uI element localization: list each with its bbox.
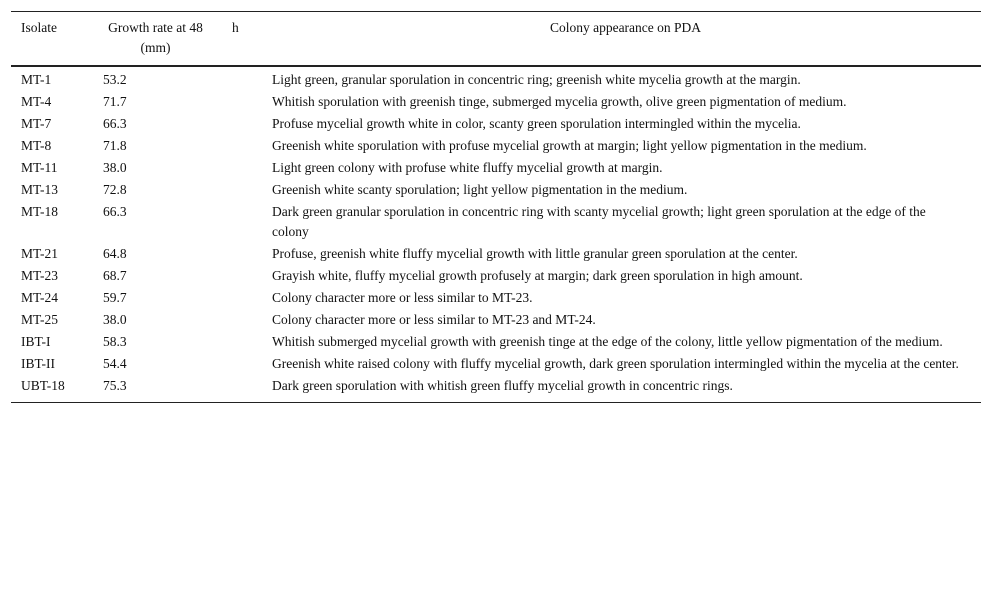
colony-cell: Profuse mycelial growth white in color, scanty green sporulation intermingled within the mycelia. xyxy=(272,116,801,131)
table-row xyxy=(11,243,981,265)
header-growth-unit-h: h xyxy=(232,20,239,35)
colony-cell: Dark green sporulation with whitish green fluffy mycelial growth in concentric rings. xyxy=(272,378,733,393)
header-growth-label: Growth rate at 48 xyxy=(108,20,203,35)
isolate-cell: MT-13 xyxy=(21,182,59,197)
colony-cell: Profuse, greenish white fluffy mycelial growth with little granular green sporulation at the center. xyxy=(272,246,798,261)
table-row xyxy=(11,201,981,243)
isolate-cell: MT-23 xyxy=(21,268,59,283)
header-growth-line1 xyxy=(93,18,239,38)
isolate-cell: MT-8 xyxy=(21,138,52,153)
isolate-cell: MT-4 xyxy=(21,94,52,109)
colony-cell: Colony character more or less similar to MT-23 and MT-24. xyxy=(272,312,596,327)
rate-cell: 38.0 xyxy=(103,312,127,327)
isolate-cell: MT-18 xyxy=(21,204,59,219)
table-row xyxy=(11,91,981,113)
header-isolate: Isolate xyxy=(21,20,57,35)
table-row xyxy=(11,309,981,331)
rate-cell: 58.3 xyxy=(103,334,127,349)
table-row xyxy=(11,113,981,135)
table-row xyxy=(11,135,981,157)
isolate-table-container xyxy=(11,11,981,403)
table-row xyxy=(11,287,981,309)
colony-cell: Whitish submerged mycelial growth with greenish tinge at the edge of the colony, little yellow pigmentation of the medium. xyxy=(272,334,943,349)
colony-cell: Whitish sporulation with greenish tinge, submerged mycelia growth, olive green pigmentation of medium. xyxy=(272,94,847,109)
table-header xyxy=(11,12,981,67)
rate-cell: 38.0 xyxy=(103,160,127,175)
isolate-cell: MT-1 xyxy=(21,72,52,87)
colony-cell: Light green colony with profuse white fluffy mycelial growth at margin. xyxy=(272,160,663,175)
colony-cell: Greenish white scanty sporulation; light yellow pigmentation in the medium. xyxy=(272,182,688,197)
isolate-cell: MT-7 xyxy=(21,116,52,131)
table-row xyxy=(11,375,981,403)
isolate-table xyxy=(11,11,981,403)
table-row xyxy=(11,157,981,179)
colony-cell: Light green, granular sporulation in concentric ring; greenish white mycelia growth at the margin. xyxy=(272,72,801,87)
table-row xyxy=(11,179,981,201)
rate-cell: 66.3 xyxy=(103,204,127,219)
isolate-cell: MT-21 xyxy=(21,246,59,261)
rate-cell: 66.3 xyxy=(103,116,127,131)
table-row xyxy=(11,331,981,353)
table-row xyxy=(11,265,981,287)
rate-cell: 68.7 xyxy=(103,268,127,283)
rate-cell: 75.3 xyxy=(103,378,127,393)
rate-cell: 71.7 xyxy=(103,94,127,109)
isolate-cell: IBT-I xyxy=(21,334,51,349)
rate-cell: 54.4 xyxy=(103,356,127,371)
header-growth-line2: (mm) xyxy=(140,40,171,55)
header-colony-appearance: Colony appearance on PDA xyxy=(549,20,702,35)
rate-cell: 71.8 xyxy=(103,138,127,153)
table-body xyxy=(11,66,981,403)
table-row xyxy=(11,66,981,91)
isolate-cell: MT-11 xyxy=(21,160,58,175)
header-growth-rate xyxy=(93,12,270,67)
colony-cell: Dark green granular sporulation in concentric ring with scanty mycelial growth; light green sporulation at the edge of the colony xyxy=(272,204,926,239)
table-row xyxy=(11,353,981,375)
colony-cell: Colony character more or less similar to MT-23. xyxy=(272,290,533,305)
colony-cell: Greenish white raised colony with fluffy mycelial growth, dark green sporulation intermingled within the mycelia at the center. xyxy=(272,356,959,371)
colony-cell: Greenish white sporulation with profuse mycelial growth at margin; light yellow pigmentation in the medium. xyxy=(272,138,867,153)
isolate-cell: MT-24 xyxy=(21,290,59,305)
isolate-cell: MT-25 xyxy=(21,312,59,327)
rate-cell: 64.8 xyxy=(103,246,127,261)
rate-cell: 72.8 xyxy=(103,182,127,197)
colony-cell: Grayish white, fluffy mycelial growth profusely at margin; dark green sporulation in high amount. xyxy=(272,268,803,283)
rate-cell: 53.2 xyxy=(103,72,127,87)
isolate-cell: UBT-18 xyxy=(21,378,65,393)
rate-cell: 59.7 xyxy=(103,290,127,305)
header-row xyxy=(11,12,981,67)
isolate-cell: IBT-II xyxy=(21,356,55,371)
